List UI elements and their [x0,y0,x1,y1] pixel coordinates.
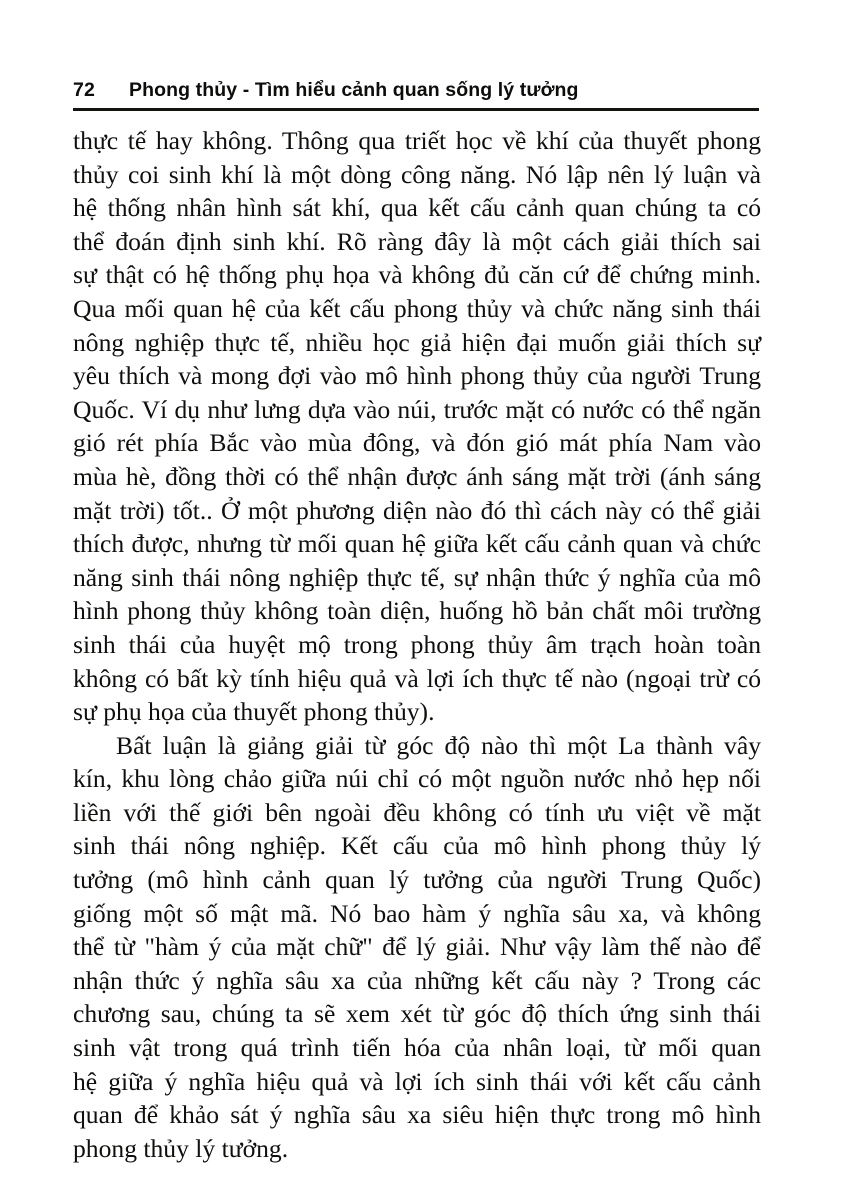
text-line: sự thật có hệ thống phụ họa và không đủ căn cứ để chứng minh. [73,260,761,290]
text-line: nhận thức ý nghĩa sâu xa của những kết cấu này ? Trong các [73,965,761,995]
text-line: gió rét phía Bắc vào mùa đông, và đón gió mát phía Nam vào [73,428,761,458]
text-line: chương sau, chúng ta sẽ xem xét từ góc độ thích ứng sinh thái [73,999,761,1029]
text-line: sinh thái của huyệt mộ trong phong thủy âm trạch hoàn toàn [73,629,761,659]
text-line: quan để khảo sát ý nghĩa sâu xa siêu hiện thực trong mô hình [73,1100,761,1130]
text-line: liền với thế giới bên ngoài đều không có tính ưu việt về mặt [73,797,761,827]
header-divider-rule [73,108,759,111]
text-line: mùa hè, đồng thời có thể nhận được ánh sáng mặt trời (ánh sáng [73,461,761,491]
text-line: phong thủy lý tưởng. [73,1133,289,1163]
text-line: hệ thống nhân hình sát khí, qua kết cấu cảnh quan chúng ta có [73,193,761,223]
text-line: thể đoán định sinh khí. Rõ ràng đây là một cách giải thích sai [73,226,761,256]
body-text-block [73,124,761,1165]
text-line: kín, khu lòng chảo giữa núi chỉ có một nguồn nước nhỏ hẹp nối [73,764,761,794]
text-line: mặt trời) tốt.. Ở một phương diện nào đó thì cách này có thể giải [73,495,761,525]
text-line: nông nghiệp thực tế, nhiều học giả hiện đại muốn giải thích sự [73,327,761,357]
paragraph-2 [73,729,761,1166]
text-line: yêu thích và mong đợi vào mô hình phong thủy của người Trung [73,361,761,391]
text-line: không có bất kỳ tính hiệu quả và lợi ích thực tế nào (ngoại trừ có [73,663,761,693]
text-line: thích được, nhưng từ mối quan hệ giữa kết cấu cảnh quan và chức [73,529,761,559]
text-line: Qua mối quan hệ của kết cấu phong thủy và chức năng sinh thái [73,293,761,323]
text-line: sự phụ họa của thuyết phong thủy). [73,697,435,727]
text-line: tưởng (mô hình cảnh quan lý tưởng của người Trung Quốc) [73,865,761,895]
text-line: hình phong thủy không toàn diện, huống hồ bản chất môi trường [73,596,761,626]
text-line: sinh vật trong quá trình tiến hóa của nhân loại, từ mối quan [73,1033,761,1063]
text-line: hệ giữa ý nghĩa hiệu quả và lợi ích sinh thái với kết cấu cảnh [73,1066,761,1096]
text-line: giống một số mật mã. Nó bao hàm ý nghĩa sâu xa, và không [73,898,761,928]
text-line: Bất luận là giảng giải từ góc độ nào thì một La thành vây [116,730,761,760]
paragraph-1 [73,124,761,729]
text-line: thể từ "hàm ý của mặt chữ" để lý giải. Như vậy làm thế nào để [73,932,761,962]
running-head [73,76,759,102]
page-number: 72 [73,79,95,101]
text-line: thủy coi sinh khí là một dòng công năng. Nó lập nên lý luận và [73,159,761,189]
text-line: năng sinh thái nông nghiệp thực tế, sự nhận thức ý nghĩa của mô [73,562,761,592]
text-line: sinh thái nông nghiệp. Kết cấu của mô hình phong thủy lý [73,831,761,861]
text-line: Quốc. Ví dụ như lưng dựa vào núi, trước mặt có nước có thể ngăn [73,394,761,424]
running-title: Phong thủy - Tìm hiểu cảnh quan sống lý tưởng [129,79,579,101]
text-line: thực tế hay không. Thông qua triết học về khí của thuyết phong [73,126,761,155]
